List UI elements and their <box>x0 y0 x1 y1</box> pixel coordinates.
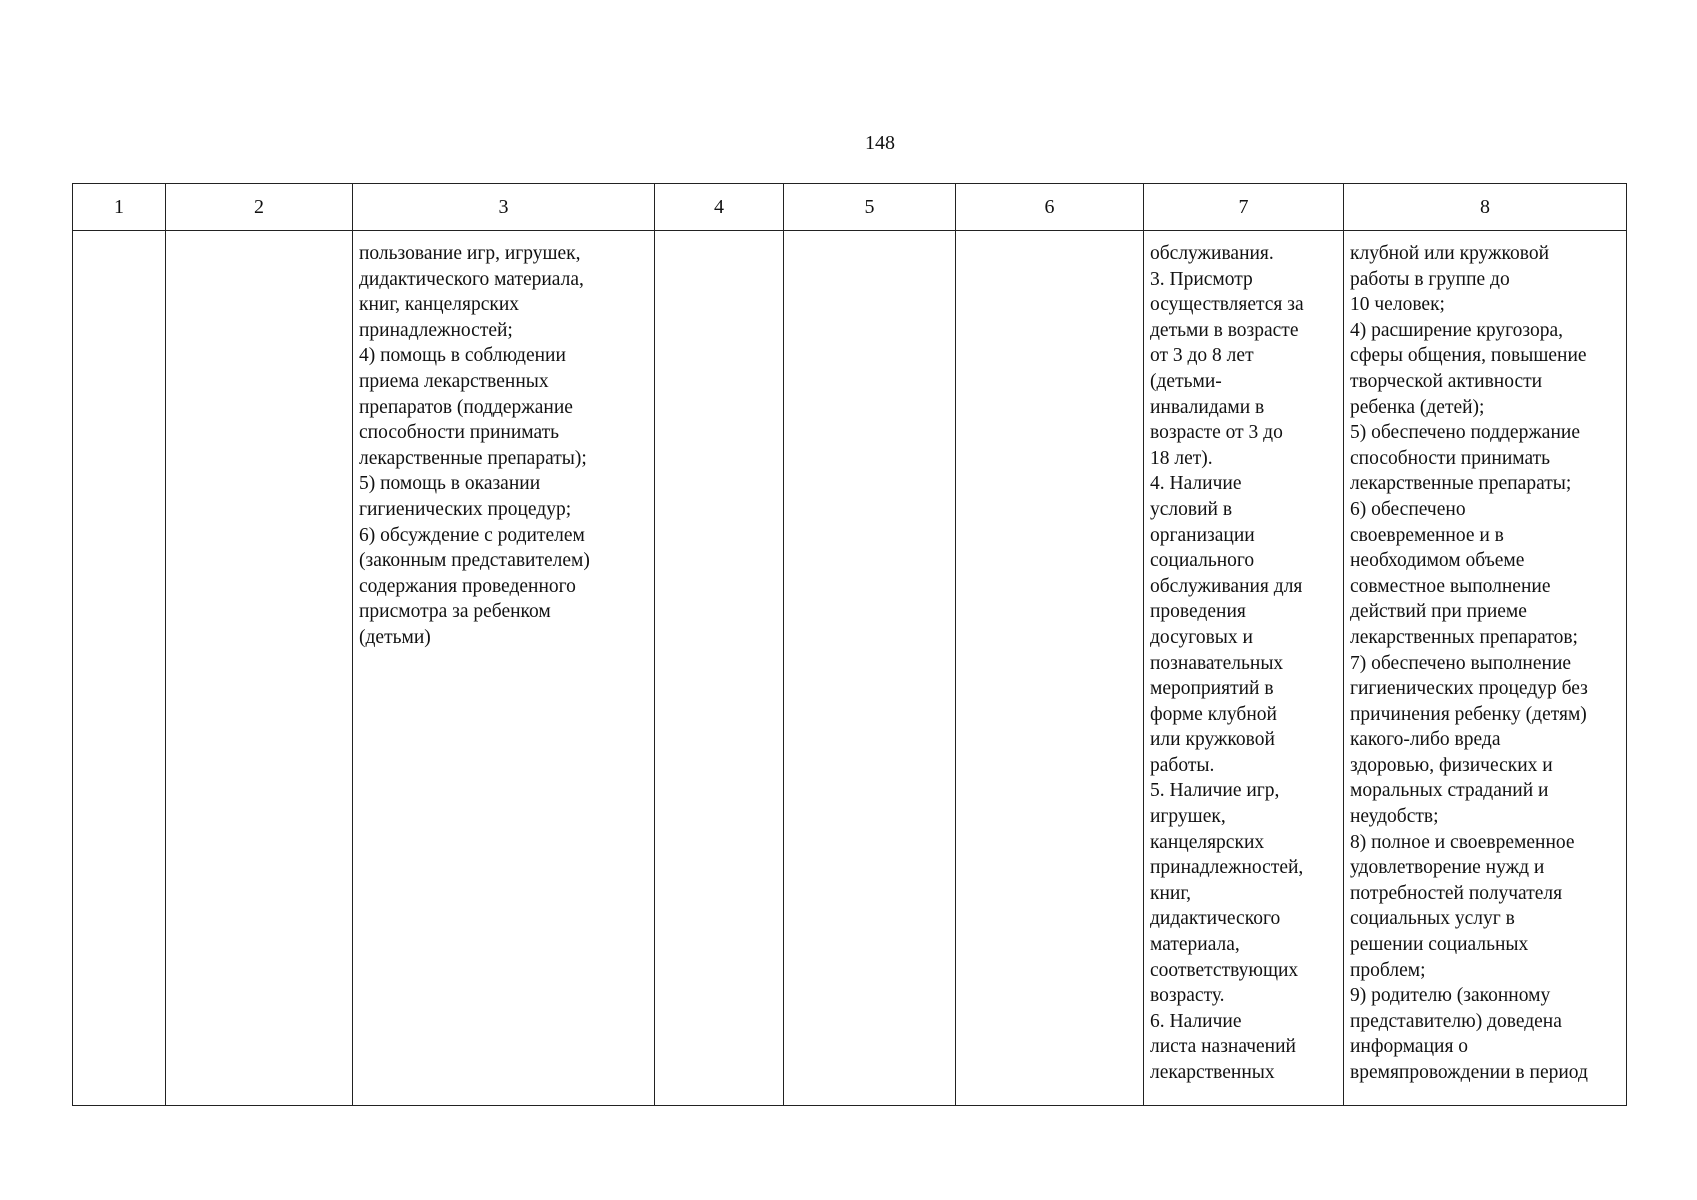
column-header-4: 4 <box>655 184 784 231</box>
document-table <box>72 183 1627 1106</box>
column-header-8: 8 <box>1344 184 1627 231</box>
cell-col-7: обслуживания. 3. Присмотр осуществляется за детьми в возрасте от 3 до 8 лет (детьми- инвалидами в возрасте от 3 до 18 лет). 4. Наличие условий в организации социального обслуживания для проведения досуговых и познавательных мероприятий в форме клубной или кружковой работы. 5. Наличие игр, игрушек, канцелярских принадлежностей, книг, дидактического материала, соответствующих возрасту. 6. Наличие листа назначений лекарственных <box>1144 231 1344 1106</box>
cell-col-8: клубной или кружковой работы в группе до 10 человек; 4) расширение кругозора, сферы общения, повышение творческой активности ребенка (детей); 5) обеспечено поддержание способности принимать лекарственные препараты; 6) обеспечено своевременное и в необходимом объеме совместное выполнение действий при приеме лекарственных препаратов; 7) обеспечено выполнение гигиенических процедур без причинения ребенку (детям) какого-либо вреда здоровью, физических и моральных страданий и неудобств; 8) полное и своевременное удовлетворение нужд и потребностей получателя социальных услуг в решении социальных проблем; 9) родителю (законному представителю) доведена информация о времяпровождении в период <box>1344 231 1627 1106</box>
cell-col-5 <box>784 231 956 1106</box>
header-row <box>73 184 1627 231</box>
cell-col-6 <box>956 231 1144 1106</box>
page-number: 148 <box>865 132 895 154</box>
column-header-6: 6 <box>956 184 1144 231</box>
column-header-2: 2 <box>166 184 353 231</box>
cell-col-3: пользование игр, игрушек, дидактического материала, книг, канцелярских принадлежностей; 4) помощь в соблюдении приема лекарственных препаратов (поддержание способности принимать лекарственные препараты); 5) помощь в оказании гигиенических процедур; 6) обсуждение с родителем (законным представителем) содержания проведенного присмотра за ребенком (детьми) <box>353 231 655 1106</box>
column-header-5: 5 <box>784 184 956 231</box>
cell-col-2 <box>166 231 353 1106</box>
cell-col-4 <box>655 231 784 1106</box>
column-header-3: 3 <box>353 184 655 231</box>
column-header-1: 1 <box>73 184 166 231</box>
cell-col-1 <box>73 231 166 1106</box>
table-row <box>73 231 1627 1106</box>
column-header-7: 7 <box>1144 184 1344 231</box>
